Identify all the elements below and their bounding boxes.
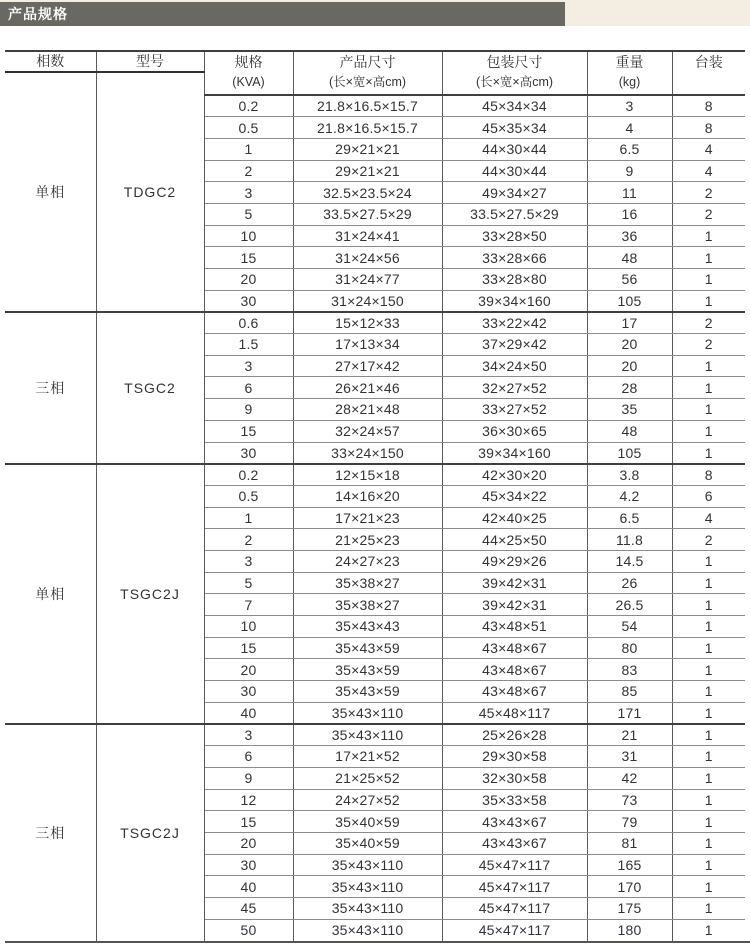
phase-cell: 单相	[5, 464, 96, 724]
per-package-cell: 1	[672, 420, 745, 442]
package-size-cell: 43×48×67	[442, 681, 587, 703]
per-package-cell: 2	[672, 334, 745, 356]
package-size-cell: 45×47×117	[442, 854, 587, 876]
package-size-cell: 43×48×67	[442, 659, 587, 681]
per-package-cell: 1	[672, 832, 745, 854]
package-size-cell: 33×22×42	[442, 312, 587, 334]
spec-table-wrap	[5, 50, 745, 943]
product-size-cell: 35×43×59	[293, 659, 442, 681]
weight-cell: 170	[587, 876, 672, 898]
package-size-cell: 45×47×117	[442, 876, 587, 898]
package-size-cell: 45×34×34	[442, 95, 587, 117]
per-package-cell: 1	[672, 616, 745, 638]
package-size-cell: 25×26×28	[442, 724, 587, 746]
spec-cell: 2	[204, 529, 293, 551]
per-package-cell: 2	[672, 203, 745, 225]
package-size-cell: 29×30×58	[442, 746, 587, 768]
per-package-cell: 1	[672, 854, 745, 876]
per-package-cell: 1	[672, 897, 745, 919]
header-spec-unit: (KVA)	[232, 75, 265, 89]
per-package-cell: 1	[672, 876, 745, 898]
package-size-cell: 45×47×117	[442, 897, 587, 919]
weight-cell: 81	[587, 832, 672, 854]
product-size-cell: 33.5×27.5×29	[293, 203, 442, 225]
product-size-cell: 12×15×18	[293, 464, 442, 486]
product-size-cell: 21×25×52	[293, 767, 442, 789]
product-size-cell: 35×43×110	[293, 897, 442, 919]
per-package-cell: 1	[672, 767, 745, 789]
product-size-cell: 31×24×41	[293, 225, 442, 247]
per-package-cell: 1	[672, 594, 745, 616]
per-package-cell: 1	[672, 811, 745, 833]
per-package-cell: 8	[672, 117, 745, 139]
title-bar-dark-segment	[0, 2, 565, 26]
weight-cell: 26	[587, 572, 672, 594]
product-size-cell: 31×24×56	[293, 247, 442, 269]
spec-cell: 30	[204, 854, 293, 876]
product-size-cell: 17×13×34	[293, 334, 442, 356]
package-size-cell: 37×29×42	[442, 334, 587, 356]
per-package-cell: 1	[672, 550, 745, 572]
spec-cell: 15	[204, 811, 293, 833]
product-size-cell: 24×27×52	[293, 789, 442, 811]
product-size-cell: 32.5×23.5×24	[293, 182, 442, 204]
package-size-cell: 45×47×117	[442, 919, 587, 941]
product-size-cell: 31×24×150	[293, 290, 442, 312]
weight-cell: 6.5	[587, 138, 672, 160]
header-row	[5, 51, 745, 72]
product-size-cell: 29×21×21	[293, 138, 442, 160]
page-title: 产品规格	[8, 6, 68, 22]
weight-cell: 180	[587, 919, 672, 941]
weight-cell: 3.8	[587, 464, 672, 486]
package-size-cell: 39×34×160	[442, 290, 587, 312]
spec-cell: 10	[204, 225, 293, 247]
package-size-cell: 44×25×50	[442, 529, 587, 551]
weight-cell: 9	[587, 160, 672, 182]
package-size-cell: 39×42×31	[442, 594, 587, 616]
package-size-cell: 43×48×67	[442, 637, 587, 659]
header-package-size	[442, 51, 587, 95]
table-row	[5, 464, 745, 486]
weight-cell: 165	[587, 854, 672, 876]
product-size-cell: 21.8×16.5×15.7	[293, 95, 442, 117]
spec-cell: 15	[204, 637, 293, 659]
weight-cell: 105	[587, 442, 672, 464]
package-size-cell: 45×35×34	[442, 117, 587, 139]
spec-cell: 20	[204, 269, 293, 291]
spec-cell: 15	[204, 247, 293, 269]
package-size-cell: 45×48×117	[442, 702, 587, 724]
weight-cell: 28	[587, 377, 672, 399]
weight-cell: 3	[587, 95, 672, 117]
per-package-cell: 1	[672, 724, 745, 746]
weight-cell: 31	[587, 746, 672, 768]
weight-cell: 83	[587, 659, 672, 681]
spec-cell: 1	[204, 138, 293, 160]
spec-cell: 1.5	[204, 334, 293, 356]
spec-cell: 6	[204, 746, 293, 768]
product-size-cell: 35×40×59	[293, 832, 442, 854]
product-size-cell: 35×43×110	[293, 724, 442, 746]
package-size-cell: 42×30×20	[442, 464, 587, 486]
weight-cell: 105	[587, 290, 672, 312]
package-size-cell: 34×24×50	[442, 355, 587, 377]
product-size-cell: 28×21×48	[293, 399, 442, 421]
weight-cell: 79	[587, 811, 672, 833]
product-size-cell: 35×43×110	[293, 702, 442, 724]
weight-cell: 175	[587, 897, 672, 919]
package-size-cell: 33.5×27.5×29	[442, 203, 587, 225]
weight-cell: 35	[587, 399, 672, 421]
product-size-cell: 35×43×43	[293, 616, 442, 638]
weight-cell: 4	[587, 117, 672, 139]
header-spec-label: 规格	[234, 54, 263, 70]
package-size-cell: 32×30×58	[442, 767, 587, 789]
spec-cell: 50	[204, 919, 293, 941]
product-size-cell: 35×43×59	[293, 681, 442, 703]
model-cell: TSGC2J	[96, 464, 204, 724]
weight-cell: 6.5	[587, 507, 672, 529]
per-package-cell: 8	[672, 95, 745, 117]
spec-table-body	[5, 51, 745, 941]
package-size-cell: 33×28×66	[442, 247, 587, 269]
phase-cell: 三相	[5, 312, 96, 464]
spec-cell: 30	[204, 442, 293, 464]
spec-cell: 0.2	[204, 464, 293, 486]
per-package-cell: 1	[672, 919, 745, 941]
header-model: 型号	[96, 51, 204, 72]
weight-cell: 56	[587, 269, 672, 291]
header-product-size-unit: (长×宽×高cm)	[328, 75, 407, 89]
package-size-cell: 33×28×80	[442, 269, 587, 291]
per-package-cell: 2	[672, 529, 745, 551]
per-package-cell: 1	[672, 290, 745, 312]
weight-cell: 48	[587, 247, 672, 269]
spec-cell: 3	[204, 550, 293, 572]
per-package-cell: 2	[672, 312, 745, 334]
spec-cell: 15	[204, 420, 293, 442]
weight-cell: 26.5	[587, 594, 672, 616]
weight-cell: 171	[587, 702, 672, 724]
per-package-cell: 1	[672, 572, 745, 594]
model-cell: TDGC2	[96, 72, 204, 312]
product-size-cell: 26×21×46	[293, 377, 442, 399]
package-size-cell: 33×27×52	[442, 399, 587, 421]
per-package-cell: 2	[672, 182, 745, 204]
per-package-cell: 1	[672, 225, 745, 247]
bottom-rule	[5, 941, 750, 943]
spec-cell: 1	[204, 507, 293, 529]
weight-cell: 36	[587, 225, 672, 247]
product-size-cell: 35×43×59	[293, 637, 442, 659]
header-per-package-label: 台装	[694, 54, 723, 70]
weight-cell: 48	[587, 420, 672, 442]
package-size-cell: 43×48×51	[442, 616, 587, 638]
spec-cell: 5	[204, 203, 293, 225]
per-package-cell: 1	[672, 681, 745, 703]
spec-cell: 20	[204, 659, 293, 681]
product-size-cell: 35×40×59	[293, 811, 442, 833]
model-cell: TSGC2	[96, 312, 204, 464]
header-per-package	[672, 51, 745, 95]
spec-table	[5, 50, 745, 941]
weight-cell: 17	[587, 312, 672, 334]
header-weight-label: 重量	[615, 54, 644, 70]
package-size-cell: 43×43×67	[442, 832, 587, 854]
header-package-size-label: 包装尺寸	[486, 54, 543, 70]
per-package-cell: 4	[672, 507, 745, 529]
product-size-cell: 29×21×21	[293, 160, 442, 182]
package-size-cell: 43×43×67	[442, 811, 587, 833]
spec-cell: 30	[204, 290, 293, 312]
per-package-cell: 8	[672, 464, 745, 486]
spec-cell: 0.5	[204, 117, 293, 139]
per-package-cell: 4	[672, 160, 745, 182]
product-size-cell: 21×25×23	[293, 529, 442, 551]
weight-cell: 14.5	[587, 550, 672, 572]
product-size-cell: 32×24×57	[293, 420, 442, 442]
product-size-cell: 17×21×52	[293, 746, 442, 768]
per-package-cell: 6	[672, 485, 745, 507]
title-bar	[0, 0, 750, 26]
table-row	[5, 724, 745, 746]
header-weight-unit: (kg)	[618, 75, 641, 89]
package-size-cell: 39×34×160	[442, 442, 587, 464]
package-size-cell: 44×30×44	[442, 138, 587, 160]
spec-cell: 6	[204, 377, 293, 399]
spec-cell: 30	[204, 681, 293, 703]
header-spec	[204, 51, 293, 95]
spec-cell: 9	[204, 399, 293, 421]
weight-cell: 11	[587, 182, 672, 204]
header-package-size-unit: (长×宽×高cm)	[475, 75, 554, 89]
spec-cell: 40	[204, 702, 293, 724]
spec-cell: 20	[204, 832, 293, 854]
spec-cell: 0.2	[204, 95, 293, 117]
spec-cell: 5	[204, 572, 293, 594]
header-weight	[587, 51, 672, 95]
weight-cell: 73	[587, 789, 672, 811]
phase-cell: 单相	[5, 72, 96, 312]
product-size-cell: 33×24×150	[293, 442, 442, 464]
spec-cell: 9	[204, 767, 293, 789]
per-package-cell: 1	[672, 637, 745, 659]
per-package-cell: 1	[672, 269, 745, 291]
product-size-cell: 35×43×110	[293, 854, 442, 876]
product-size-cell: 17×21×23	[293, 507, 442, 529]
package-size-cell: 49×29×26	[442, 550, 587, 572]
package-size-cell: 39×42×31	[442, 572, 587, 594]
per-package-cell: 4	[672, 138, 745, 160]
spec-cell: 12	[204, 789, 293, 811]
package-size-cell: 35×33×58	[442, 789, 587, 811]
spec-cell: 3	[204, 182, 293, 204]
model-cell: TSGC2J	[96, 724, 204, 941]
spec-cell: 0.5	[204, 485, 293, 507]
product-size-cell: 35×38×27	[293, 594, 442, 616]
package-size-cell: 32×27×52	[442, 377, 587, 399]
product-size-cell: 31×24×77	[293, 269, 442, 291]
product-size-cell: 35×43×110	[293, 876, 442, 898]
package-size-cell: 33×28×50	[442, 225, 587, 247]
weight-cell: 85	[587, 681, 672, 703]
package-size-cell: 49×34×27	[442, 182, 587, 204]
spec-cell: 10	[204, 616, 293, 638]
spec-cell: 0.6	[204, 312, 293, 334]
spec-cell: 45	[204, 897, 293, 919]
spec-cell: 40	[204, 876, 293, 898]
header-product-size	[293, 51, 442, 95]
per-package-cell: 1	[672, 399, 745, 421]
package-size-cell: 44×30×44	[442, 160, 587, 182]
per-package-cell: 1	[672, 659, 745, 681]
product-size-cell: 14×16×20	[293, 485, 442, 507]
weight-cell: 20	[587, 334, 672, 356]
phase-cell: 三相	[5, 724, 96, 941]
product-size-cell: 35×43×110	[293, 919, 442, 941]
product-size-cell: 15×12×33	[293, 312, 442, 334]
package-size-cell: 45×34×22	[442, 485, 587, 507]
spec-cell: 2	[204, 160, 293, 182]
spec-cell: 3	[204, 355, 293, 377]
per-package-cell: 1	[672, 746, 745, 768]
weight-cell: 54	[587, 616, 672, 638]
table-row	[5, 312, 745, 334]
weight-cell: 21	[587, 724, 672, 746]
header-product-size-label: 产品尺寸	[339, 54, 396, 70]
per-package-cell: 1	[672, 377, 745, 399]
per-package-cell: 1	[672, 789, 745, 811]
per-package-cell: 1	[672, 442, 745, 464]
per-package-cell: 1	[672, 247, 745, 269]
package-size-cell: 36×30×65	[442, 420, 587, 442]
weight-cell: 42	[587, 767, 672, 789]
weight-cell: 20	[587, 355, 672, 377]
product-size-cell: 35×38×27	[293, 572, 442, 594]
product-size-cell: 27×17×42	[293, 355, 442, 377]
header-phase: 相数	[5, 51, 96, 72]
spec-cell: 3	[204, 724, 293, 746]
weight-cell: 11.8	[587, 529, 672, 551]
weight-cell: 4.2	[587, 485, 672, 507]
weight-cell: 16	[587, 203, 672, 225]
spec-cell: 7	[204, 594, 293, 616]
per-package-cell: 1	[672, 702, 745, 724]
weight-cell: 80	[587, 637, 672, 659]
per-package-cell: 1	[672, 355, 745, 377]
product-size-cell: 24×27×23	[293, 550, 442, 572]
package-size-cell: 42×40×25	[442, 507, 587, 529]
product-size-cell: 21.8×16.5×15.7	[293, 117, 442, 139]
